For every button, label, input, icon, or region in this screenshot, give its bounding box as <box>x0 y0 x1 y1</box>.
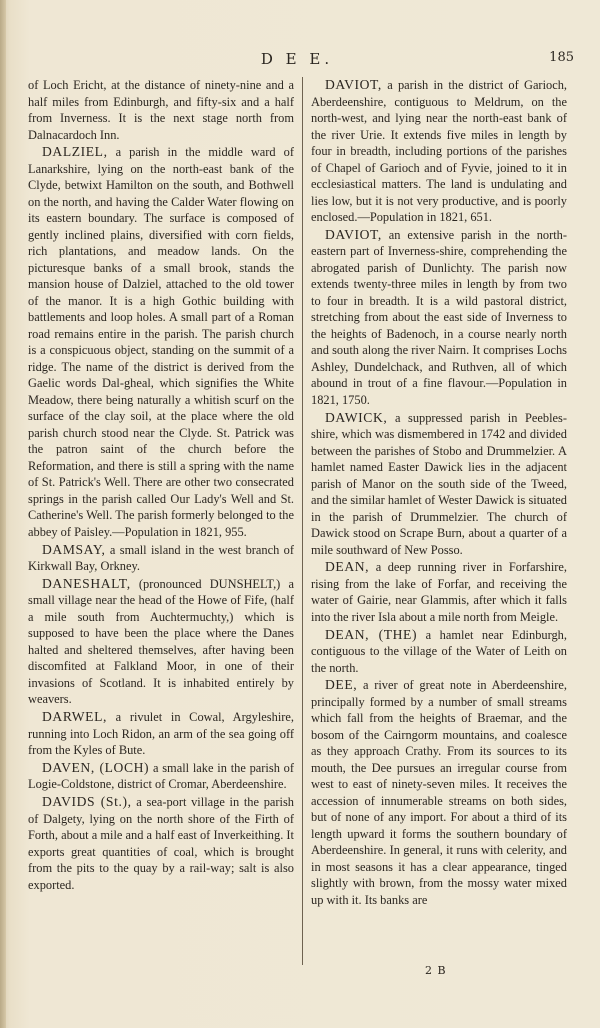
column-divider <box>302 77 303 965</box>
entry-text: a parish in the middle ward of Lanarkshire, lying on the north-east bank of the Clyde, betwixt Hamilton on the south, and Bothwell on the north, and having the Calder Water flowing on its eastern boundary. The surface is composed of gently inclined plains, diversified with corn fields, rich plantations, and meadow lands. On the picturesque banks of a small brook, stands the mansion house of Dalziel, attached to the old tower of the manor. It is a high Gothic building with battlements and loop holes. A small part of a Roman road remains entire in the parish. The parish church is a conspicuous object, standing on the summit of a ridge. The name of the district is derived from the Gaelic words Dal-gheal, which signifies the White Meadow, there being naturally a whitish scurf on the surface of the clay soil, at the place where the old parish church stood near the Clyde. St. Patrick was the patron saint of the church before the Reformation, and there is still a spring with the name of St. Patrick's Well. There are other two consecrated springs in the parish called Our Lady's Well and St. Catherine's Well. The parish formerly belonged to the abbey of Paisley.—Population in 1821, 955. <box>28 145 294 539</box>
entry-text: a river of great note in Aberdeenshire, principally formed by a number of small streams which fall from the heights of Braemar, and the bosom of the Cairngorm mountains, and coalesce as they approach Crathy. From its sources to its mouth, the Dee pursues an irregular course from west to east of ninety-seven miles. It receives the accession of innumerable streams on both sides, but of none of any import. For about a third of its length upward it forms the southern boundary of Aberdeenshire. In general, it runs with celerity, and in most seasons it has a clear appearance, tinged slightly with brown, from the mossy water mixed up with it. Its banks are <box>311 678 567 907</box>
gazetteer-entry <box>28 542 294 575</box>
gazetteer-entry <box>311 410 567 559</box>
entry-text: a parish in the district of Garioch, Aberdeenshire, contiguous to Meldrum, on the north-west, and lying near the north-east bank of the river Urie. It extends five miles in length by four in breadth, including portions of the parishes of Chapel of Garioch and of Fyvie, joined to it in ecclesiastical matters. The land is undulating and lies low, but it is not very productive, and is poorly enclosed.—Population in 1821, 651. <box>311 78 567 224</box>
page-number: 185 <box>549 50 574 65</box>
gazetteer-entry <box>311 677 567 908</box>
running-head: D E E. <box>260 50 334 68</box>
entry-text: a sea-port village in the parish of Dalgety, lying on the north shore of the Firth of Forth, about a mile and a half east of Inverkeithing. It exports great quantities of coal, which is brought from the pits to the quay by a rail-way; salt is also exported. <box>28 795 294 892</box>
entry-text: a small island in the west branch of Kirkwall Bay, Orkney. <box>28 542 294 574</box>
page-binding-edge <box>0 0 6 1028</box>
gazetteer-entry <box>311 77 567 226</box>
entry-text: a small lake in the parish of Logie-Coldstone, district of Cromar, Aberdeenshire. <box>28 760 294 792</box>
entry-text: a deep running river in Forfarshire, rising from the lake of Forfar, and receiving the water of Gairie, near Glammis, after which it falls into the river Isla about a mile north from Meigle. <box>311 560 567 624</box>
entry-text: (pronounced DUNSHELT,) a small village near the head of the Howe of Fife, (half a mile south from Auchtermuchty,) which is supposed to have been the place where the Danes halted and sheltered themselves, after having been discomfited at Falkland Moor, in one of their invasions of Scotland. It is inhabited entirely by weavers. <box>28 576 294 707</box>
gazetteer-entry <box>311 559 567 625</box>
entry-text: a suppressed parish in Peebles-shire, which was dismembered in 1742 and divided between the parishes of Stobo and Drummelzier. A hamlet named Easter Dawick lies in the adjacent parish of Manor on the south side of the Tweed, and the similar hamlet of Wester Dawick is situated in the parish of Drummelzier. The church of Dawick stood on Scrape Burn, about a quarter of a mile southward of New Posso. <box>311 410 567 557</box>
page-header <box>20 50 574 72</box>
entry-headword: DEE, <box>325 677 358 693</box>
entry-text: a rivulet in Cowal, Argyleshire, running into Loch Ridon, an arm of the sea going off from the Kyles of Bute. <box>28 710 294 758</box>
entry-headword: DAWICK, <box>325 409 388 425</box>
gazetteer-entry <box>28 144 294 540</box>
entry-headword: DANESHALT, <box>42 575 131 591</box>
signature-mark: 2 B <box>425 964 447 977</box>
gazetteer-entry <box>28 794 294 893</box>
gazetteer-entry <box>28 576 294 708</box>
right-column <box>311 77 567 910</box>
entry-headword: DAVIOT, <box>325 226 382 242</box>
entry-text: a hamlet near Edinburgh, contiguous to the village of the Water of Leith on the north. <box>311 627 567 675</box>
entry-text: of Loch Ericht, at the distance of ninety-nine and a half miles from Edinburgh, and fifty-six and a half from Inverness. It is the next stage north from Dalnacardoch Inn. <box>28 78 294 142</box>
left-column <box>28 77 294 895</box>
entry-headword: DEAN, (THE) <box>325 626 418 642</box>
entry-headword: DAMSAY, <box>42 541 106 557</box>
gazetteer-entry <box>311 627 567 677</box>
entry-text: an extensive parish in the north-eastern part of Inverness-shire, comprehending the abrogated parish of Dunlichty. The parish now extends twenty-three miles in length by from two to four in breadth. It is a wild pastoral district, stretching from about the east side of Inverness to the heights of Badenoch, in a course nearly north and south along the river Nairn. It comprises Lochs Ashley, Dundelchack, and Ruthven, all of which abound in trout of a fine flavour.—Population in 1821, 1750. <box>311 227 567 407</box>
gazetteer-entry <box>28 760 294 793</box>
entry-headword: DAVIDS (St.), <box>42 794 132 810</box>
gazetteer-entry <box>311 227 567 409</box>
entry-headword: DAVIOT, <box>325 77 382 92</box>
gazetteer-entry <box>28 709 294 759</box>
entry-headword: DEAN, <box>325 559 370 575</box>
entry-headword: DALZIEL, <box>42 144 108 160</box>
gazetteer-entry <box>28 77 294 143</box>
entry-headword: DAVEN, (LOCH) <box>42 759 150 775</box>
entry-headword: DARWEL, <box>42 709 107 725</box>
